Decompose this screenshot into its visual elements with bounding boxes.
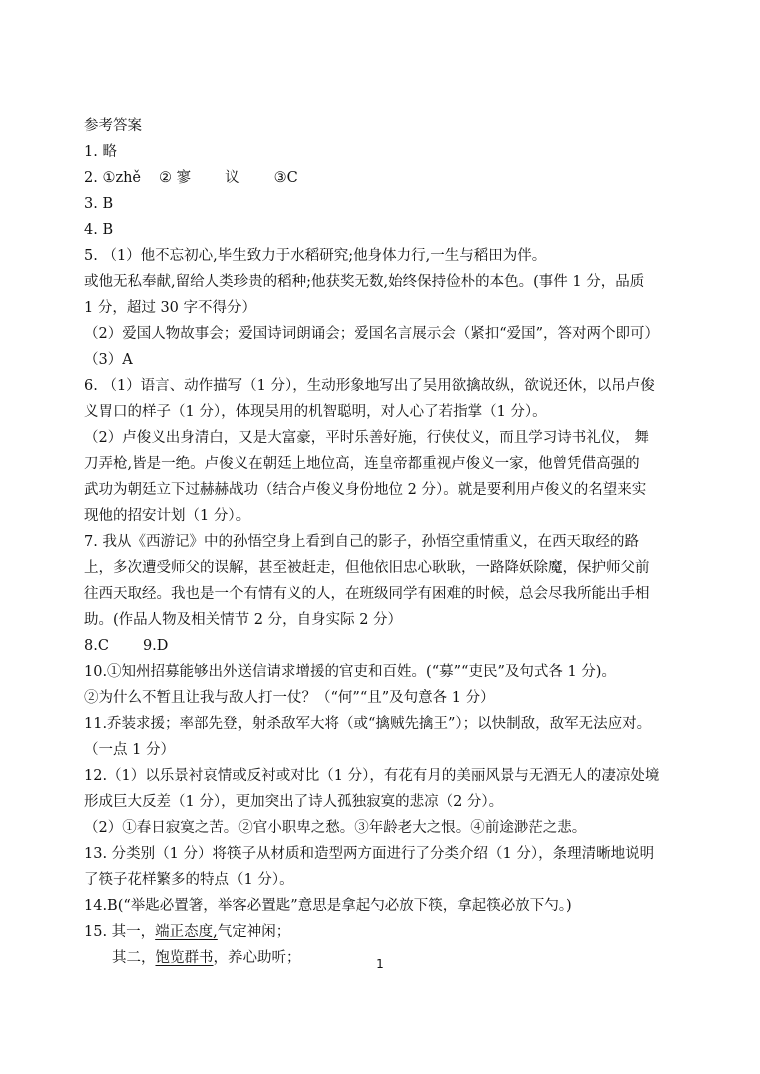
answer-2-number: 2. <box>84 170 103 186</box>
answer-15-line-2-underlined: 饱览群书 <box>155 950 214 966</box>
answer-5-line-5: （3）A <box>84 352 133 368</box>
answer-key-content <box>84 113 670 971</box>
answer-14: 14.B(“举匙必置箸，举客必置匙”意思是拿起勺必放下筷，拿起筷必放下勺。) <box>84 898 572 914</box>
answer-15-line-2-suffix: ，养心助听； <box>213 950 301 966</box>
document-title: 参考答案 <box>84 118 142 134</box>
answer-10-line-1: 10.①知州招募能够出外送信请求增援的官吏和百姓。(“募”“吏民”及句式各 1 分)。 <box>84 664 616 680</box>
answer-15-line-1-prefix: 15. 其一， <box>84 924 156 940</box>
answer-5-line-2: 或他无私奉献,留给人类珍贵的稻种;他获奖无数,始终保持俭朴的本色。(事件 1 分，品质 <box>84 274 645 290</box>
answer-15-line-2-prefix: 其二， <box>112 950 156 966</box>
answer-7-line-2: 上，多次遭受师父的误解，甚至被赶走，但他依旧忠心耿耿，一路降妖除魔，保护师父前 <box>84 560 650 576</box>
answer-12-line-1: 12.（1）以乐景衬哀情或反衬或对比（1 分），有花有月的美丽风景与无酒无人的凄凉处境 <box>84 768 660 784</box>
answer-5-line-3: 1 分，超过 30 字不得分） <box>84 300 257 316</box>
answer-7-line-4: 助。(作品人物及相关情节 2 分，自身实际 2 分） <box>84 612 403 628</box>
answer-6-line-3: （2）卢俊义出身清白，又是大富豪，平时乐善好施，行侠仗义，而且学习诗书礼仪， 舞 <box>84 430 649 446</box>
answer-2-part-b: ② 寥 <box>159 170 192 186</box>
answer-3: 3. B <box>84 196 114 212</box>
answer-2 <box>84 165 670 191</box>
answer-6-line-6: 现他的招安计划（1 分）。 <box>84 508 251 524</box>
answer-2-part-d: ③C <box>273 170 298 186</box>
answer-13-line-1: 13. 分类别（1 分）将筷子从材质和造型两方面进行了分类介绍（1 分），条理清晰地说明 <box>84 846 655 862</box>
answer-12-line-2: 形成巨大反差（1 分），更加突出了诗人孤独寂寞的悲凉（2 分）。 <box>84 794 504 810</box>
answer-2-part-c: 议 <box>225 170 240 186</box>
answer-11-line-1: 11.乔装求援；率部先登，射杀敌军大将（或“擒贼先擒王”）；以快制敌，敌军无法应对。 <box>84 716 652 732</box>
answer-11-line-2: （一点 1 分） <box>84 742 175 758</box>
answer-5-line-4: （2）爱国人物故事会；爱国诗词朗诵会；爱国名言展示会（紧扣“爱国”，答对两个即可） <box>84 326 660 342</box>
answer-5-line-1: 5. （1）他不忘初心,毕生致力于水稻研究;他身体力行,一生与稻田为伴。 <box>84 248 547 264</box>
answer-2-part-a: ①zhě <box>102 170 142 186</box>
answer-12-line-3: （2）①春日寂寞之苦。②官小职卑之愁。③年龄老大之恨。④前途渺茫之悲。 <box>84 820 587 836</box>
answers-8-9 <box>84 633 670 659</box>
page-number: 1 <box>376 957 384 971</box>
answer-6-line-4: 刀弄枪,皆是一绝。卢俊义在朝廷上地位高，连皇帝都重视卢俊义一家，他曾凭借高强的 <box>84 456 640 472</box>
answer-7-line-1: 7. 我从《西游记》中的孙悟空身上看到自己的影子，孙悟空重情重义，在西天取经的路 <box>84 534 639 550</box>
answer-6-line-1: 6. （1）语言、动作描写（1 分），生动形象地写出了吴用欲擒故纵，欲说还休，以吊卢俊 <box>84 378 655 394</box>
answer-13-line-2: 了筷子花样繁多的特点（1 分）。 <box>84 872 294 888</box>
answer-10-line-2: ②为什么不暂且让我与敌人打一仗？（“何”“且”及句意各 1 分） <box>84 690 495 706</box>
answer-8: 8.C <box>84 638 109 654</box>
answer-4: 4. B <box>84 222 114 238</box>
answer-15-line-1-suffix: 气定神闲； <box>217 924 291 940</box>
answer-15-line-1 <box>84 919 670 945</box>
answer-15-line-1-underlined: 端正态度, <box>155 924 218 940</box>
answer-9: 9.D <box>142 638 169 654</box>
answer-6-line-2: 义胃口的样子（1 分），体现吴用的机智聪明，对人心了若指掌（1 分）。 <box>84 404 547 420</box>
answer-1: 1. 略 <box>84 144 117 160</box>
answer-7-line-3: 往西天取经。我也是一个有情有义的人，在班级同学有困难的时候，总会尽我所能出手相 <box>84 586 650 602</box>
answer-6-line-5: 武功为朝廷立下过赫赫战功（结合卢俊义身份地位 2 分）。就是要利用卢俊义的名望来实 <box>84 482 647 498</box>
